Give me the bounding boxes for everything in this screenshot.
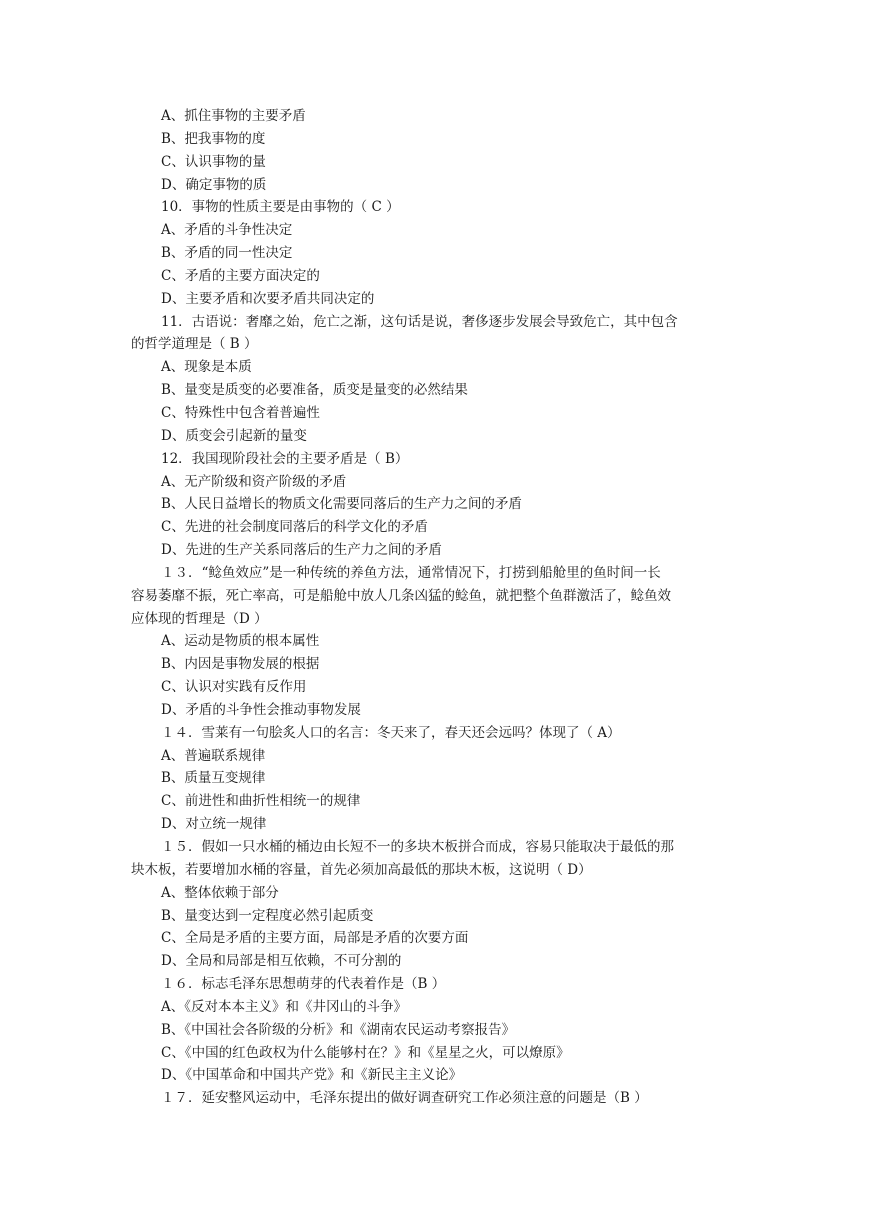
- question-12: 12．我国现阶段社会的主要矛盾是（ B）: [161, 450, 409, 467]
- option-b: B、内因是事物发展的根据: [161, 656, 320, 673]
- question-text-block: [0, 105, 869, 1110]
- option-a: A、普遍联系规律: [161, 747, 266, 764]
- option-c: C、特殊性中包含着普遍性: [161, 404, 320, 421]
- question-10: 10．事物的性质主要是由事物的（ C ）: [161, 199, 400, 216]
- option-b: B、把我事物的度: [161, 130, 266, 147]
- question-15: １５．假如一只水桶的桶边由长短不一的多块木板拼合而成，容易只能取决于最低的那: [161, 839, 674, 855]
- question-16: １６．标志毛泽东思想萌芽的代表着作是（B ）: [161, 976, 446, 993]
- question-11: 11．古语说：奢靡之始，危亡之渐，这句话是说，奢侈逐步发展会导致危亡，其中包含: [161, 313, 678, 330]
- option-c: C、矛盾的主要方面决定的: [161, 267, 320, 284]
- option-c: C、《中国的红色政权为什么能够村在？》和《星星之火，可以燎原》: [161, 1044, 570, 1061]
- option-d: D、全局和局部是相互依赖，不可分割的: [161, 953, 402, 970]
- option-c: C、认识对实践有反作用: [161, 679, 307, 696]
- question-11-continued: 的哲学道理是（ B ）: [131, 336, 258, 353]
- option-d: D、主要矛盾和次要矛盾共同决定的: [161, 290, 375, 307]
- option-d: D、质变会引起新的量变: [161, 427, 307, 444]
- option-a: A、抓住事物的主要矛盾: [161, 108, 306, 124]
- option-d: D、先进的生产关系同落后的生产力之间的矛盾: [161, 542, 442, 559]
- option-b: B、《中国社会各阶级的分析》和《湖南农民运动考察报告》: [161, 1021, 516, 1038]
- option-d: D、《中国革命和中国共产党》和《新民主主义论》: [161, 1067, 463, 1084]
- question-13: １３．“鲶鱼效应”是一种传统的养鱼方法，通常情况下，打捞到船舱里的鱼时间一长: [161, 564, 661, 581]
- option-a: A、矛盾的斗争性决定: [161, 222, 293, 239]
- option-a: A、现象是本质: [161, 359, 252, 376]
- question-17: １７．延安整风运动中，毛泽东提出的做好调查研究工作必须注意的问题是（B ）: [161, 1090, 648, 1107]
- option-a: A、运动是物质的根本属性: [161, 633, 320, 650]
- option-c: C、认识事物的量: [161, 153, 266, 170]
- option-c: C、全局是矛盾的主要方面，局部是矛盾的次要方面: [161, 930, 469, 947]
- option-b: B、量变是质变的必要准备，质变是量变的必然结果: [161, 382, 468, 399]
- question-13-continued: 容易萎靡不振，死亡率高，可是船舱中放人几条凶猛的鲶鱼，就把整个鱼群激活了，鲶鱼效: [131, 587, 671, 604]
- option-c: C、先进的社会制度同落后的科学文化的矛盾: [161, 519, 428, 536]
- option-b: B、量变达到一定程度必然引起质变: [161, 907, 374, 924]
- option-b: B、矛盾的同一性决定: [161, 245, 293, 262]
- option-d: D、矛盾的斗争性会推动事物发展: [161, 701, 361, 718]
- option-d: D、对立统一规律: [161, 816, 267, 833]
- option-a: A、整体依赖于部分: [161, 884, 279, 901]
- option-a: A、《反对本本主义》和《井冈山的斗争》: [161, 998, 407, 1015]
- question-14: １４．雪莱有一句脍炙人口的名言：冬天来了，春天还会远吗？体现了（ A）: [161, 724, 621, 741]
- option-a: A、无产阶级和资产阶级的矛盾: [161, 473, 347, 490]
- question-13-continued: 应体现的哲理是（D ）: [131, 610, 268, 627]
- option-b: B、质量互变规律: [161, 770, 266, 787]
- option-c: C、前进性和曲折性相统一的规律: [161, 793, 361, 810]
- option-b: B、人民日益增长的物质文化需要同落后的生产力之间的矛盾: [161, 496, 522, 513]
- option-d: D、确定事物的质: [161, 176, 267, 193]
- question-15-continued: 块木板，若要增加水桶的容量，首先必须加高最低的那块木板，这说明（ D）: [131, 861, 592, 878]
